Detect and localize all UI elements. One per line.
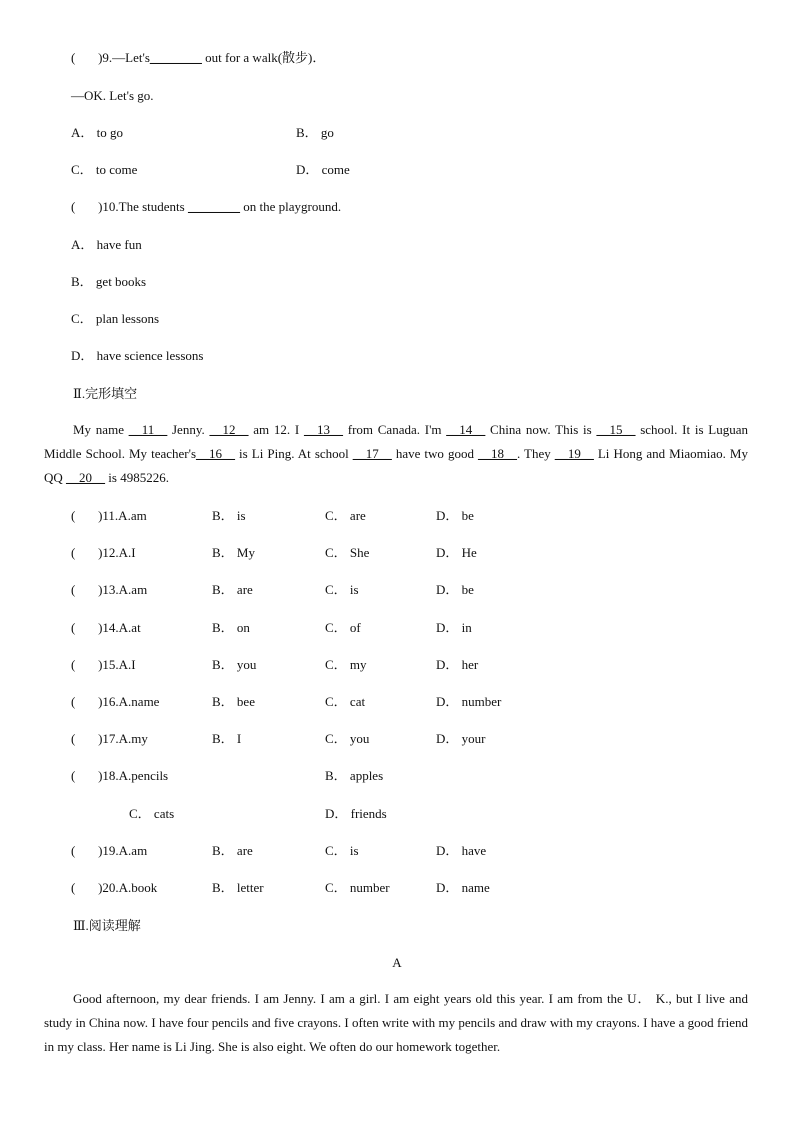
passage-text: Li Hong and Miaomiao. My QQ (44, 446, 748, 485)
q9-stem: ( )9.—Let's________ out for a walk(散步)． (71, 50, 326, 65)
cloze-blank: __17__ (352, 446, 392, 461)
cloze-blank: __20__ (66, 470, 106, 485)
option-b: B． are (212, 582, 253, 597)
q10-stem: ( )10.The students ________ on the playground. (71, 199, 342, 214)
q10-option-a: A． have fun (71, 237, 142, 252)
option-d: D． number (436, 694, 502, 709)
option-d: D． in (436, 620, 472, 635)
option-b: B． I (212, 731, 242, 746)
cloze-blank: __13__ (303, 422, 343, 437)
option-b: B． are (212, 843, 253, 858)
option-c: C． my (325, 657, 367, 672)
cloze-blank: __19__ (554, 446, 594, 461)
option-b: B． My (212, 545, 255, 560)
answer-blank: ________ (149, 50, 202, 65)
passage-text: have two good (391, 446, 478, 461)
q10-option-c: C． plan lessons (71, 311, 160, 326)
passage-text: China now. This is (485, 422, 597, 437)
option-b: B． you (212, 657, 257, 672)
question-number: ( )20.A.book (71, 880, 158, 895)
option-d: D． friends (325, 806, 387, 821)
q9-option-c: C． to come (71, 162, 138, 177)
option-b: B． apples (325, 768, 384, 783)
cloze-blank: __18__ (478, 446, 517, 461)
passage-text: . They (517, 446, 555, 461)
section-3-title: Ⅲ.阅读理解 (73, 918, 141, 933)
option-c: C． cat (325, 694, 366, 709)
option-b: B． bee (212, 694, 255, 709)
passage-text: am 12. I (248, 422, 304, 437)
reading-passage: Good afternoon, my dear friends. I am Jenny. I am a girl. I am eight years old this year. I am from the U． K., but I live and study in China now. I have four pencils and five crayons. I often write with my pencils and draw with my crayons. I have a good friend in my class. Her name is Li Jing. She is also eight. We often do our homework together. (44, 991, 748, 1054)
option-c: C． you (325, 731, 370, 746)
option-d: D． your (436, 731, 486, 746)
question-number: ( )18.A.pencils (71, 768, 169, 783)
option-c: C． She (325, 545, 370, 560)
passage-text: is 4985226. (105, 470, 169, 485)
option-c: C． is (325, 843, 359, 858)
q10-option-b: B． get books (71, 274, 147, 289)
passage-text: My name (73, 422, 129, 437)
question-number: ( )19.A.am (71, 843, 148, 858)
passage-label: A (392, 955, 402, 970)
question-number: ( )11.A.am (71, 508, 147, 523)
cloze-blank: __12__ (209, 422, 249, 437)
option-d: D． be (436, 508, 474, 523)
question-number: ( )14.A.at (71, 620, 141, 635)
passage-text: school. It is Luguan Middle School. My teacher's (44, 422, 748, 461)
option-b: B． is (212, 508, 246, 523)
q9-option-b: B． go (296, 125, 334, 140)
option-d: D． name (436, 880, 490, 895)
option-d: D． her (436, 657, 479, 672)
q9-option-a: A． to go (71, 125, 124, 140)
passage-text: is Li Ping. At school (235, 446, 353, 461)
cloze-blank: __11__ (128, 422, 168, 437)
cloze-blank: __14__ (446, 422, 486, 437)
option-d: D． He (436, 545, 477, 560)
question-number: ( )12.A.I (71, 545, 136, 560)
q9-reply: —OK. Let's go. (71, 88, 154, 103)
option-b: B． letter (212, 880, 264, 895)
option-c: C． of (325, 620, 361, 635)
question-number: ( )16.A.name (71, 694, 160, 709)
option-c: C． number (325, 880, 390, 895)
passage-text: Jenny. (167, 422, 210, 437)
q10-option-d: D． have science lessons (71, 348, 204, 363)
option-d: D． be (436, 582, 474, 597)
passage-text: from Canada. I'm (342, 422, 447, 437)
option-c: C． is (325, 582, 359, 597)
cloze-blank: __16__ (196, 446, 236, 461)
cloze-passage (44, 418, 748, 490)
option-c: C． are (325, 508, 366, 523)
question-number: ( )17.A.my (71, 731, 148, 746)
answer-blank: ________ (187, 199, 240, 214)
option-d: D． have (436, 843, 487, 858)
option-c: C． cats (129, 806, 175, 821)
question-number: ( )15.A.I (71, 657, 136, 672)
q9-option-d: D． come (296, 162, 350, 177)
cloze-blank: __15__ (596, 422, 636, 437)
section-2-title: Ⅱ.完形填空 (73, 386, 138, 401)
question-number: ( )13.A.am (71, 582, 148, 597)
option-b: B． on (212, 620, 250, 635)
